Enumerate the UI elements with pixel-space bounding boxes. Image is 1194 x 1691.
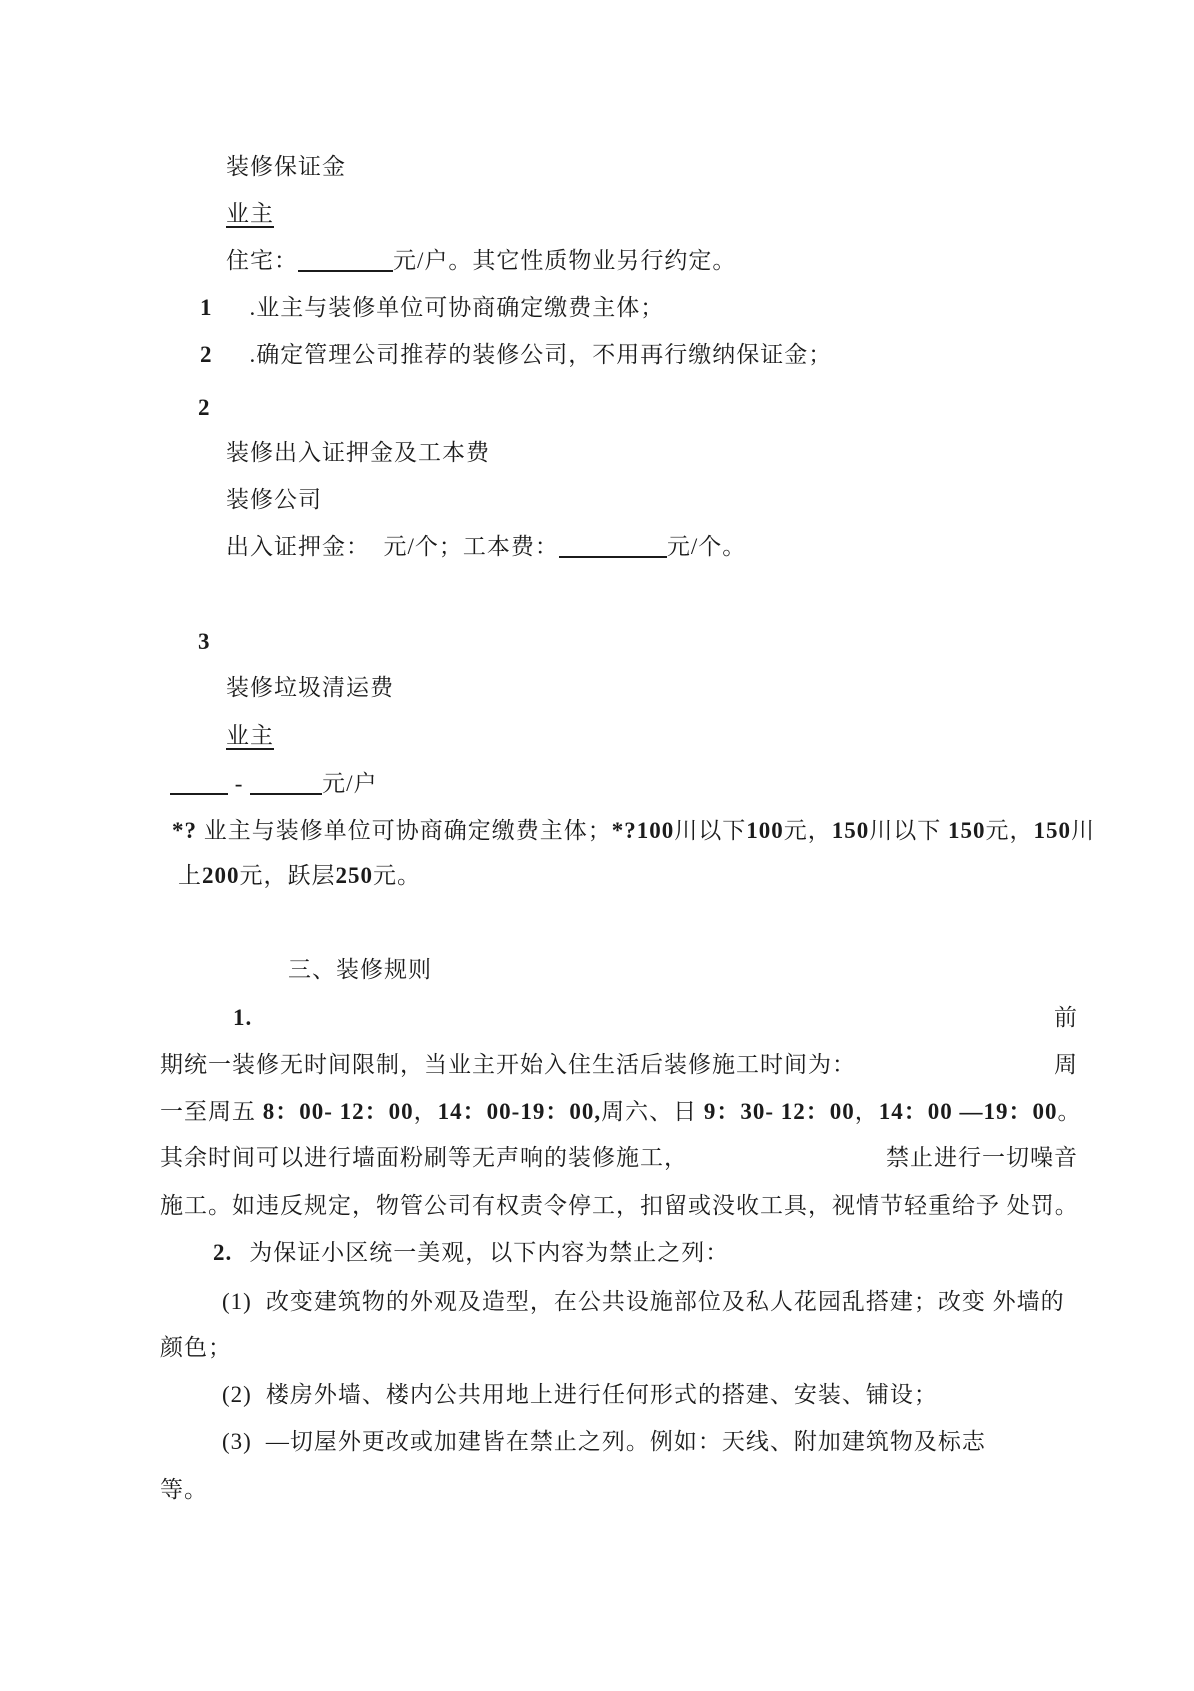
garbage-payer [226, 721, 274, 751]
text-segment: 川以下 [869, 818, 948, 843]
rule-1-line-4-right: 禁止进行一切噪音 [886, 1145, 1078, 1170]
rule-2-sub-1-text: 改变建筑物的外观及造型，在公共设施部位及私人花园乱搭建；改变 外墙的 [265, 1289, 1065, 1314]
text-segment: 元， [985, 818, 1034, 843]
rule-2-sub-2-text: 楼房外墙、楼内公共用地上进行任何形式的搭建、安装、铺设； [265, 1382, 938, 1407]
section-3-number: 3 [198, 629, 211, 654]
blank-line [250, 788, 322, 795]
rule-1-line-2 [160, 1050, 1078, 1080]
rule-1-line-2-right: 周 [1054, 1052, 1078, 1077]
text-segment: ， [854, 1099, 879, 1124]
text-segment: 川 [1071, 818, 1095, 843]
deposit-item-2-text: .确定管理公司推荐的装修公司，不用再行缴纳保证金； [249, 342, 833, 367]
text-segment: 周六、日 [601, 1099, 704, 1124]
deposit-title: 装修保证金 [226, 154, 346, 179]
text-segment: 一至周五 [160, 1099, 263, 1124]
deposit-amount-suffix: 元/户。其它性质物业另行约定。 [393, 248, 737, 273]
rule-1-line-1 [233, 1003, 1078, 1033]
text-segment: 元。 [373, 863, 421, 888]
section-2-number: 2 [198, 395, 211, 420]
rule-1-line-4-left: 其余时间可以进行墙面粉刷等无声响的装修施工， [160, 1145, 688, 1170]
rule-2-sub-2-number: (2) [222, 1382, 252, 1407]
rule-2-sub-3 [222, 1427, 986, 1457]
rule-1-line-4 [160, 1143, 1078, 1173]
blank-line [559, 551, 667, 558]
pass-payer: 装修公司 [226, 487, 322, 512]
text-segment: 14：00 —19：00 [878, 1099, 1058, 1124]
rules-heading: 三、装修规则 [288, 957, 432, 982]
text-segment: 200 [202, 863, 240, 888]
pass-fee-suffix: 元/个。 [666, 534, 747, 559]
deposit-amount-prefix: 住宅： [226, 248, 298, 273]
deposit-amount-line [226, 246, 736, 276]
rule-1-line-3 [160, 1097, 1082, 1127]
pass-fee-prefix: 出入证押金： 元/个；工本费： [226, 534, 559, 559]
text-segment: 150 [1033, 818, 1071, 843]
garbage-payer-label: 业主 [226, 723, 274, 748]
text-segment: 业主与装修单位可协商确定缴费主体； [197, 818, 612, 843]
rule-1-line-5: 施工。如违反规定，物管公司有权责令停工，扣留或没收工具，视情节轻重给予 处罚。 [160, 1193, 1079, 1218]
rule-2-number: 2. [213, 1240, 233, 1265]
text-segment: 250 [335, 863, 373, 888]
deposit-item-1-text: .业主与装修单位可协商确定缴费主体； [249, 295, 665, 320]
text-segment: 元， [783, 818, 832, 843]
text-segment: 150 [948, 818, 986, 843]
rule-2-line [213, 1238, 729, 1268]
text-segment: ， [413, 1099, 438, 1124]
text-segment: 100 [746, 818, 784, 843]
rule-2-sub-1-continuation: 颜色； [160, 1335, 232, 1360]
text-segment: 8：00- 12：00 [262, 1099, 414, 1124]
rule-2-sub-1 [222, 1287, 1065, 1317]
garbage-range-suffix: 元/户 [322, 771, 378, 796]
text-segment: 。 [1057, 1099, 1082, 1124]
deposit-payer-label: 业主 [226, 201, 274, 226]
rule-2-text: 为保证小区统一美观，以下内容为禁止之列： [249, 1240, 730, 1265]
blank-line [298, 265, 393, 272]
garbage-range-separator: - [228, 771, 251, 796]
text-segment: 14：00-19：00, [437, 1099, 602, 1124]
text-segment: 9：30- 12：00 [703, 1099, 855, 1124]
text-segment: 上 [178, 863, 202, 888]
rule-2-sub-3-number: (3) [222, 1429, 252, 1454]
rule-1-number: 1. [233, 1005, 253, 1030]
pass-title: 装修出入证押金及工本费 [226, 440, 490, 465]
rule-1-line-2-left: 期统一装修无时间限制，当业主开始入住生活后装修施工时间为： [160, 1052, 856, 1077]
text-segment: 元，跃层 [239, 863, 336, 888]
deposit-payer [226, 199, 274, 229]
rule-1-tail: 前 [1054, 1005, 1078, 1030]
deposit-item-1 [200, 293, 664, 323]
rule-2-sub-3-text: —切屋外更改或加建皆在禁止之列。例如：天线、附加建筑物及标志 [265, 1429, 986, 1454]
text-segment: 150 [831, 818, 870, 843]
deposit-item-1-number: 1 [200, 295, 213, 320]
rule-2-sub-3-continuation: 等。 [160, 1477, 208, 1502]
garbage-range-line [170, 769, 378, 799]
rule-2-sub-1-number: (1) [222, 1289, 252, 1314]
text-segment: 川以下 [674, 818, 747, 843]
pass-fee-line [226, 532, 746, 562]
text-segment: *? [172, 818, 197, 843]
rule-2-sub-2 [222, 1380, 938, 1410]
text-segment: *?100 [611, 818, 675, 843]
garbage-title: 装修垃圾清运费 [226, 675, 394, 700]
garbage-note-line-2 [178, 861, 421, 891]
blank-line [170, 788, 228, 795]
deposit-item-2-number: 2 [200, 342, 213, 367]
garbage-note-line-1 [172, 816, 1095, 846]
deposit-item-2 [200, 340, 832, 370]
